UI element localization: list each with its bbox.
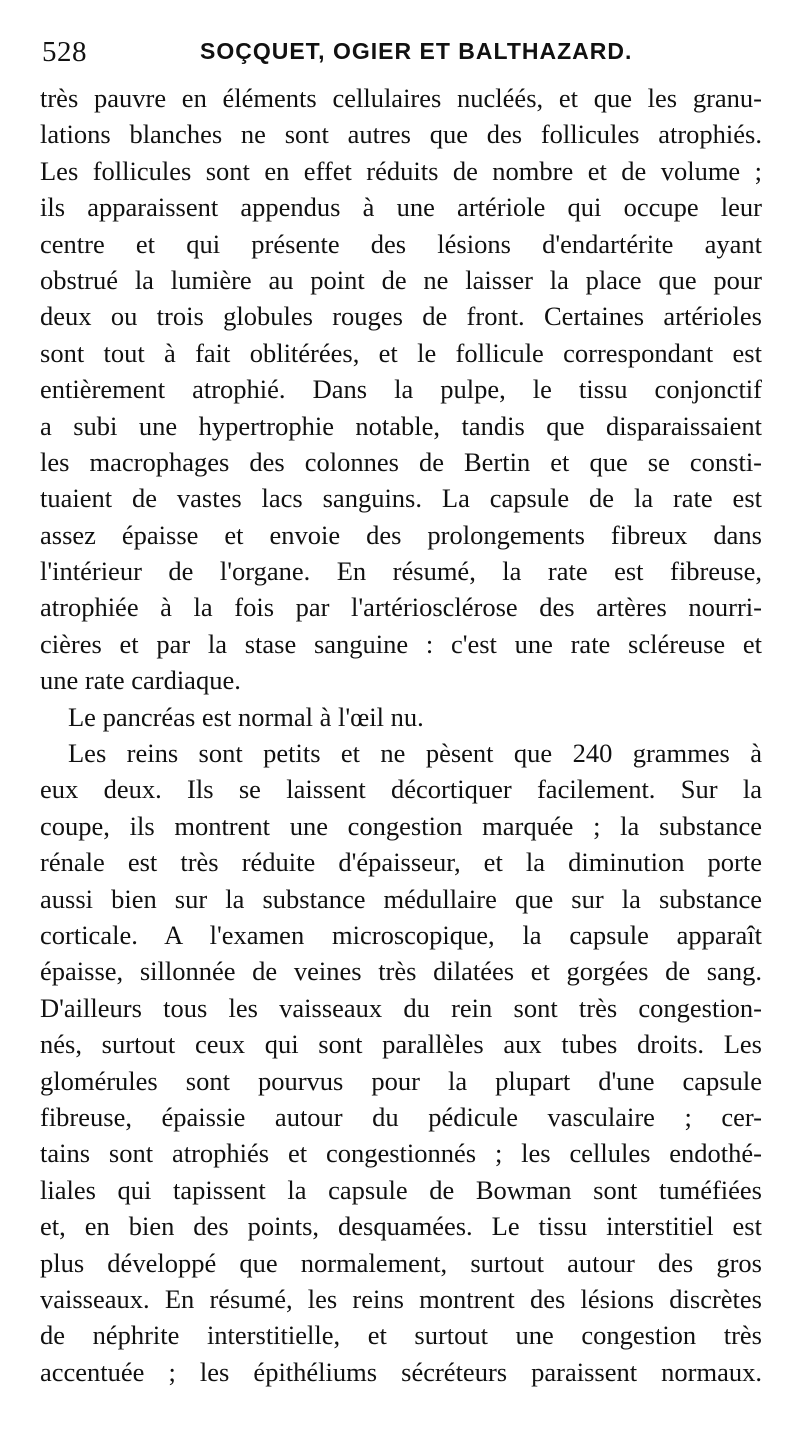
page-header (40, 28, 760, 72)
text-line: atrophiée à la fois par l'artériosclérose des artères nourri- (40, 592, 762, 623)
text-line: l'intérieur de l'organe. En résumé, la rate est fibreuse, (40, 556, 762, 587)
text-line: accentuée ; les épithéliums sécréteurs paraissent normaux. (40, 1356, 762, 1387)
text-line: entièrement atrophié. Dans la pulpe, le tissu conjonctif (40, 374, 762, 405)
text-line: obstrué la lumière au point de ne laisser la place que pour (40, 264, 762, 295)
running-head: SOÇQUET, OGIER ET BALTHAZARD. (200, 38, 633, 64)
text-line: une rate cardiaque. (40, 665, 241, 696)
text-line: Le pancréas est normal à l'œil nu. (68, 701, 424, 732)
text-line: ils apparaissent appendus à une artériole qui occupe leur (40, 192, 762, 223)
text-line: Les reins sont petits et ne pèsent que 240 grammes à (68, 738, 762, 769)
text-line: épaisse, sillonnée de veines très dilatées et gorgées de sang. (40, 956, 762, 987)
text-line: a subi une hypertrophie notable, tandis que disparaissaient (40, 410, 762, 441)
text-line: tuaient de vastes lacs sanguins. La capsule de la rate est (40, 483, 762, 514)
page-number: 528 (42, 36, 87, 68)
text-line: les macrophages des colonnes de Bertin et que se consti- (40, 446, 762, 477)
text-line: très pauvre en éléments cellulaires nucléés, et que les granu- (40, 83, 762, 113)
text-line: rénale est très réduite d'épaisseur, et la diminution porte (40, 847, 762, 878)
text-line: centre et qui présente des lésions d'endartérite ayant (40, 228, 762, 259)
text-line: fibreuse, épaissie autour du pédicule vasculaire ; cer- (40, 1101, 762, 1132)
text-line: sont tout à fait oblitérées, et le follicule correspondant est (40, 337, 762, 368)
text-line: aussi bien sur la substance médullaire que sur la substance (40, 883, 762, 914)
text-line: eux deux. Ils se laissent décortiquer facilement. Sur la (40, 774, 762, 805)
text-line: corticale. A l'examen microscopique, la capsule apparaît (40, 919, 762, 950)
text-line: lations blanches ne sont autres que des follicules atrophiés. (40, 119, 762, 150)
text-line: deux ou trois globules rouges de front. Certaines artérioles (40, 301, 762, 332)
text-line: D'ailleurs tous les vaisseaux du rein sont très congestion- (40, 992, 762, 1023)
text-line: coupe, ils montrent une congestion marquée ; la substance (40, 810, 762, 841)
text-line: et, en bien des points, desquamées. Le tissu interstitiel est (40, 1211, 762, 1242)
text-line: nés, surtout ceux qui sont parallèles aux tubes droits. Les (40, 1029, 762, 1060)
text-line: liales qui tapissent la capsule de Bowman sont tuméfiées (40, 1174, 762, 1205)
text-line: cières et par la stase sanguine : c'est une rate scléreuse et (40, 628, 762, 659)
text-line: vaisseaux. En résumé, les reins montrent des lésions discrètes (40, 1283, 762, 1314)
text-line: assez épaisse et envoie des prolongements fibreux dans (40, 519, 762, 550)
text-line: tains sont atrophiés et congestionnés ; les cellules endothé- (40, 1138, 762, 1169)
text-line: Les follicules sont en effet réduits de nombre et de volume ; (40, 155, 762, 186)
text-line: glomérules sont pourvus pour la plupart d'une capsule (40, 1065, 762, 1096)
text-line: de néphrite interstitielle, et surtout une congestion très (40, 1320, 762, 1351)
body-text (40, 80, 762, 1390)
text-line: plus développé que normalement, surtout autour des gros (40, 1247, 762, 1278)
